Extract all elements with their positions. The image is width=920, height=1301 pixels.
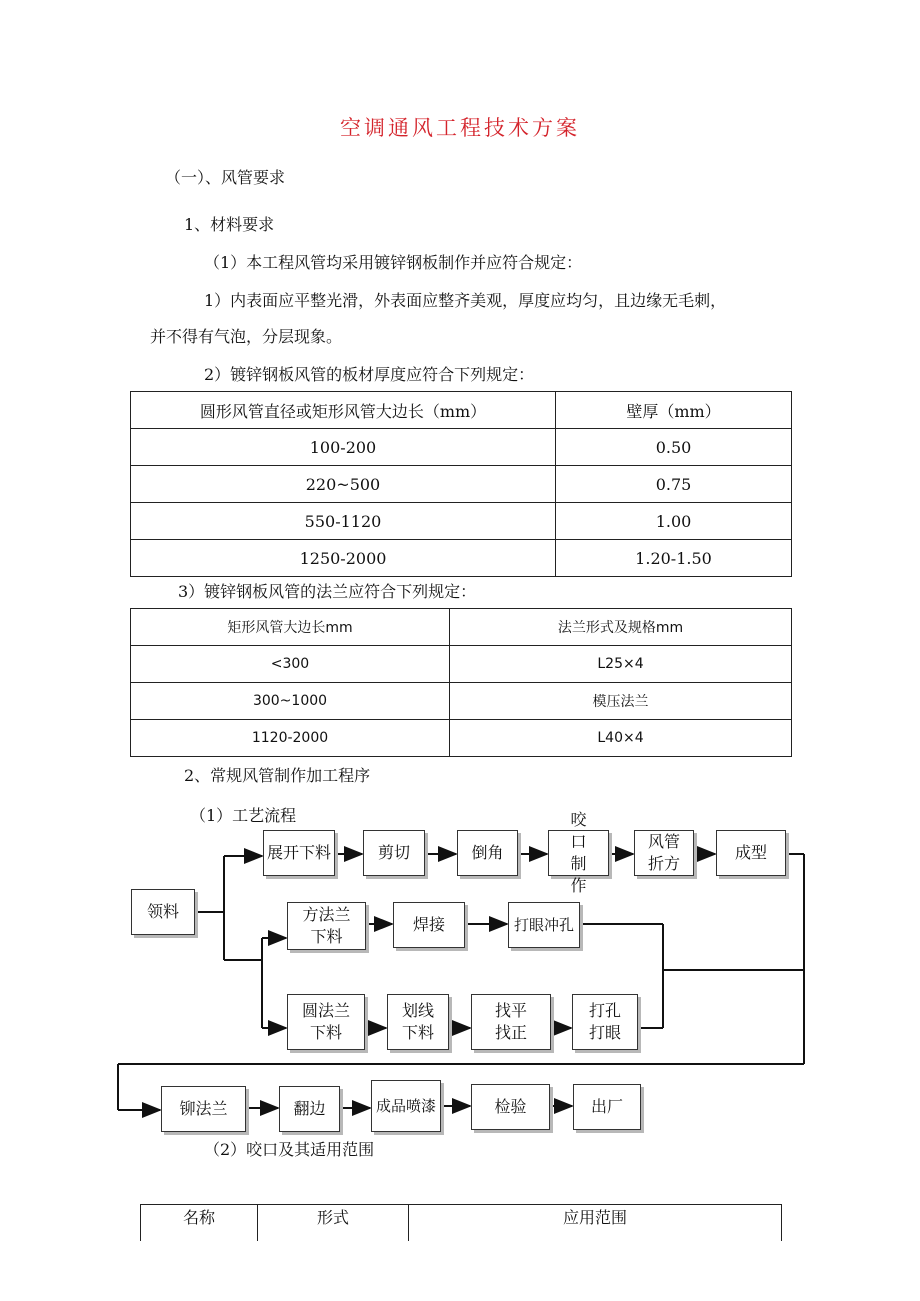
flow-step: 成品喷漆: [371, 1080, 441, 1132]
table-cell: <300: [131, 646, 450, 683]
flow-step: 圆法兰下料: [287, 994, 365, 1050]
flow-step-start: 领料: [131, 889, 195, 935]
flow-step: 划线下料: [387, 994, 449, 1050]
flow-step: 找平找正: [471, 994, 551, 1050]
flow-step: 成型: [716, 830, 786, 876]
table-cell: 1.20-1.50: [556, 540, 792, 577]
flow-step: 风管折方: [634, 830, 694, 876]
table-cell: 300~1000: [131, 683, 450, 720]
table-cell: 1.00: [556, 503, 792, 540]
flow-step: 焊接: [393, 902, 465, 948]
flow-step: 打孔打眼: [572, 994, 638, 1050]
flow-step: 剪切: [363, 830, 425, 876]
table-cell: 模压法兰: [450, 683, 792, 720]
item-heading-2: 2、常规风管制作加工程序: [184, 766, 371, 785]
flow-step-end: 出厂: [573, 1084, 641, 1130]
sub-heading: （1）本工程风管均采用镀锌钢板制作并应符合规定：: [204, 253, 583, 272]
flow-step: 检验: [471, 1084, 550, 1130]
table-cell: 1250-2000: [131, 540, 556, 577]
table-header-cell: 法兰形式及规格mm: [450, 609, 792, 646]
table-cell: L40×4: [450, 720, 792, 757]
table-cell: 550-1120: [131, 503, 556, 540]
section-heading: （一）、风管要求: [165, 168, 286, 187]
item-heading: 1、材料要求: [184, 215, 275, 234]
page-title: 空调通风工程技术方案: [340, 116, 580, 140]
table-cell: 1120-2000: [131, 720, 450, 757]
table-header-cell: 形式: [258, 1205, 409, 1242]
table-header-cell: 矩形风管大边长mm: [131, 609, 450, 646]
flow-step: 翻边: [279, 1086, 340, 1132]
flow-step: 展开下料: [263, 830, 335, 876]
flow-step: 铆法兰: [161, 1086, 246, 1132]
requirement-1-line2: 并不得有气泡，分层现象。: [150, 327, 343, 346]
table-header-cell: 名称: [141, 1205, 258, 1242]
flow-step: 倒角: [457, 830, 518, 876]
requirement-2: 2）镀锌钢板风管的板材厚度应符合下列规定：: [204, 365, 535, 384]
requirement-3: 3）镀锌钢板风管的法兰应符合下列规定：: [178, 582, 477, 601]
flow-step: 咬口制作: [548, 830, 609, 876]
table-header-row: [141, 1205, 782, 1242]
table-cell: 100-200: [131, 429, 556, 466]
table-header-cell: 应用范围: [409, 1205, 782, 1242]
table-header-cell: 圆形风管直径或矩形风管大边长（mm）: [131, 392, 556, 429]
flow-heading: （1）工艺流程: [190, 806, 297, 825]
table-cell: 0.75: [556, 466, 792, 503]
seam-heading: （2）咬口及其适用范围: [204, 1140, 375, 1159]
table-cell: 0.50: [556, 429, 792, 466]
requirement-1-line1: 1）内表面应平整光滑，外表面应整齐美观，厚度应均匀，且边缘无毛刺，: [204, 291, 727, 310]
table-cell: L25×4: [450, 646, 792, 683]
table-header-cell: 壁厚（mm）: [556, 392, 792, 429]
flow-step: 方法兰下料: [287, 902, 366, 950]
table-cell: 220~500: [131, 466, 556, 503]
seam-table: [140, 1204, 782, 1241]
flow-step: 打眼冲孔: [508, 902, 580, 948]
